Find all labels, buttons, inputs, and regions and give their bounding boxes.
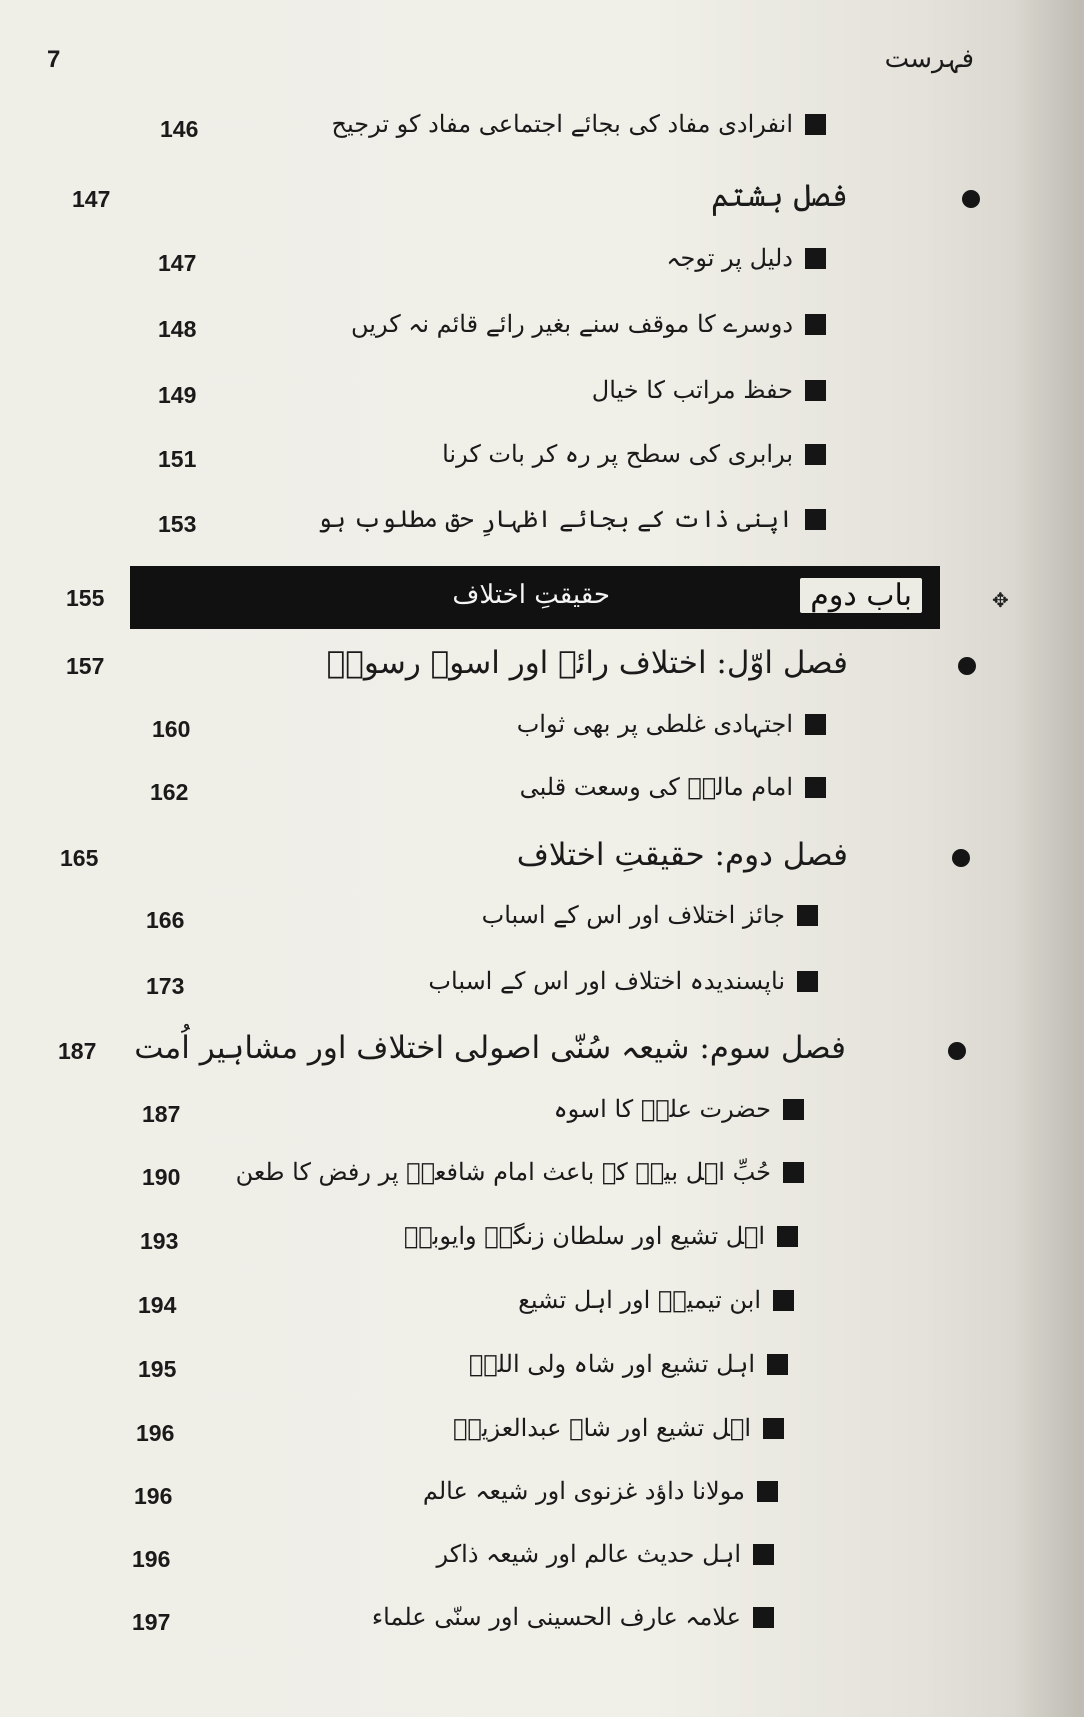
toc-item (0, 505, 1084, 555)
toc-page-number: 151 (158, 446, 197, 472)
square-bullet-icon (757, 1481, 778, 1502)
chapter-title: حقیقتِ اختلاف (452, 580, 610, 610)
toc-entry-text: فصل دوم: حقیقتِ اختلاف (516, 837, 848, 873)
page-number: 7 (47, 46, 61, 73)
round-bullet-icon (962, 190, 980, 208)
toc-section (0, 1030, 1084, 1080)
toc-entry-text: اہل تشیع اور سلطان زنگیؒ وایوبیؒ (403, 1222, 765, 1250)
toc-entry-text: جائز اختلاف اور اس کے اسباب (481, 901, 785, 929)
toc-entry (517, 837, 848, 873)
square-bullet-icon (783, 1099, 804, 1120)
toc-item (0, 110, 1084, 160)
toc-entry-text: اہل تشیع اور شاہ ولی اللہؒ (468, 1350, 755, 1378)
chapter-label: باب دوم (800, 578, 922, 613)
toc-entry (404, 1222, 798, 1250)
toc-entry-text: ناپسندیدہ اختلاف اور اس کے اسباب (428, 967, 785, 995)
toc-page-number: 197 (132, 1609, 171, 1635)
square-bullet-icon (753, 1607, 774, 1628)
toc-page-number: 146 (160, 116, 199, 142)
toc-item (0, 710, 1084, 760)
square-bullet-icon (767, 1354, 788, 1375)
toc-page-number: 187 (142, 1101, 181, 1127)
toc-page-number: 147 (72, 186, 111, 212)
toc-item (0, 773, 1084, 823)
toc-entry (469, 1350, 788, 1378)
toc-item (0, 310, 1084, 360)
square-bullet-icon (753, 1544, 774, 1565)
toc-entry-text: فصل ہشتم (710, 178, 848, 214)
toc-page-number: 148 (158, 316, 197, 342)
toc-entry-text: فصل سوم: شیعہ سُنّی اصولی اختلاف اور مشاہیر اُمت (134, 1030, 846, 1066)
round-bullet-icon (958, 657, 976, 675)
chapter-page-number: 155 (66, 585, 105, 611)
square-bullet-icon (805, 380, 826, 401)
toc-entry-text: علامہ عارف الحسینی اور سنّی علماء (371, 1603, 741, 1631)
square-bullet-icon (805, 509, 826, 530)
toc-entry-text: حُبِّ اہل بیتؓ کے باعث امام شافعیؒ پر رفض کا طعن (235, 1158, 771, 1186)
toc-section (0, 645, 1084, 695)
toc-item (0, 901, 1084, 951)
square-bullet-icon (805, 714, 826, 735)
toc-page-number: 190 (142, 1164, 181, 1190)
toc-entry (318, 505, 826, 533)
toc-page-number: 194 (138, 1292, 177, 1318)
toc-entry (332, 110, 827, 138)
toc-item (0, 440, 1084, 490)
toc-item (0, 376, 1084, 426)
chapter-bar (130, 566, 940, 629)
square-bullet-icon (783, 1162, 804, 1183)
toc-item (0, 1603, 1084, 1653)
toc-item (0, 1286, 1084, 1336)
toc-entry (236, 1158, 804, 1186)
toc-entry-text: امام مالکؒ کی وسعت قلبی (519, 773, 793, 801)
square-bullet-icon (797, 971, 818, 992)
toc-page-number: 173 (146, 973, 185, 999)
toc-item (0, 1222, 1084, 1272)
toc-page-number: 196 (136, 1420, 175, 1446)
toc-page-number: 162 (150, 779, 189, 805)
toc-entry-text: حفظ مراتب کا خیال (591, 376, 793, 404)
toc-entry-text: حضرت علیؓ کا اسوہ (553, 1095, 771, 1123)
toc-page-number: 195 (138, 1356, 177, 1382)
toc-page-number: 149 (158, 382, 197, 408)
toc-item (0, 1540, 1084, 1590)
toc-entry-text: برابری کی سطح پر رہ کر بات کرنا (442, 440, 793, 468)
toc-item (0, 244, 1084, 294)
toc-section (0, 178, 1084, 228)
toc-item (0, 1477, 1084, 1527)
toc-entry (592, 376, 826, 404)
toc-page-number: 166 (146, 907, 185, 933)
toc-entry (554, 1095, 804, 1123)
toc-entry-text: دلیل پر توجہ (666, 244, 793, 272)
toc-item (0, 1414, 1084, 1464)
toc-section (0, 837, 1084, 887)
toc-entry (134, 1030, 846, 1066)
toc-entry (482, 901, 818, 929)
square-bullet-icon (797, 905, 818, 926)
toc-entry (711, 178, 848, 214)
toc-entry (428, 967, 818, 995)
toc-page-number: 196 (134, 1483, 173, 1509)
square-bullet-icon (805, 114, 826, 135)
toc-item (0, 1158, 1084, 1208)
toc-page-number: 160 (152, 716, 191, 742)
square-bullet-icon (805, 314, 826, 335)
round-bullet-icon (948, 1042, 966, 1060)
toc-entry (423, 1477, 778, 1505)
toc-entry (372, 1603, 774, 1631)
square-bullet-icon (763, 1418, 784, 1439)
toc-entry (518, 1286, 794, 1314)
toc-entry (351, 310, 826, 338)
diamond-icon: ✥ (992, 588, 1009, 612)
toc-entry (442, 440, 826, 468)
toc-entry-text: مولانا داؤد غزنوی اور شیعہ عالم (422, 1477, 745, 1505)
toc-page-number: 153 (158, 511, 197, 537)
square-bullet-icon (805, 777, 826, 798)
toc-page-number: 187 (58, 1038, 97, 1064)
toc-page-number: 193 (140, 1228, 179, 1254)
square-bullet-icon (805, 248, 826, 269)
toc-entry (453, 1414, 784, 1442)
toc-page-number: 165 (60, 845, 99, 871)
toc-entry-text: اہل حدیث عالم اور شیعہ ذاکر (436, 1540, 741, 1568)
toc-entry-text: فصل اوّل: اختلاف رائے اور اسوۂ رسولؐ (326, 645, 848, 681)
toc-entry-text: اجتہادی غلطی پر بھی ثواب (516, 710, 793, 738)
toc-entry-text: اپنی ذات کے بجائے اظہارِ حق مطلوب ہو (317, 505, 793, 533)
toc-item (0, 967, 1084, 1017)
square-bullet-icon (805, 444, 826, 465)
toc-entry (517, 710, 826, 738)
toc-entry (666, 244, 826, 272)
toc-entry (327, 645, 848, 681)
toc-entry (520, 773, 826, 801)
toc-item (0, 1095, 1084, 1145)
toc-entry-text: ابن تیمیہؒ اور اہل تشیع (518, 1286, 761, 1314)
toc-item (0, 1350, 1084, 1400)
toc-entry-text: انفرادی مفاد کی بجائے اجتماعی مفاد کو ترجیح (331, 110, 793, 138)
toc-entry-text: اہل تشیع اور شاہ عبدالعزیزؒ (453, 1414, 751, 1442)
toc-entry-text: دوسرے کا موقف سنے بغیر رائے قائم نہ کریں (351, 310, 793, 338)
toc-entry (436, 1540, 774, 1568)
round-bullet-icon (952, 849, 970, 867)
square-bullet-icon (777, 1226, 798, 1247)
toc-page-number: 157 (66, 653, 105, 679)
square-bullet-icon (773, 1290, 794, 1311)
toc-page-number: 196 (132, 1546, 171, 1572)
running-header: فہرست (884, 44, 974, 74)
toc-page-number: 147 (158, 250, 197, 276)
